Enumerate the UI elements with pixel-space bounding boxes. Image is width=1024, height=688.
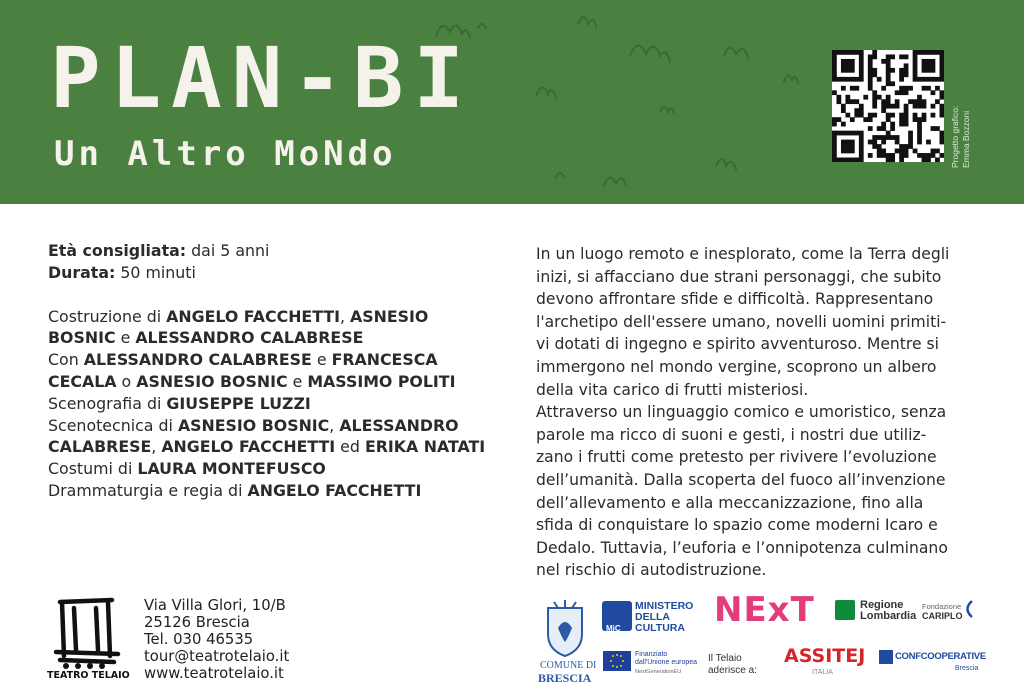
credit-role: Scenografia di [48, 393, 167, 413]
confcoop-sub: Brescia [955, 665, 979, 672]
description-line: devono affrontare sfide e difficoltà. Rappresentano [536, 290, 934, 309]
description-line: immergono nel mondo vergine, scoprono un albero [536, 357, 937, 376]
credit-name: FRANCESCA [331, 350, 438, 370]
description-line: l'archetipo dell'essere umano, novelli uomini primiti- [536, 312, 947, 331]
brescia-crest-icon [540, 598, 590, 660]
qr-code-icon[interactable] [832, 50, 944, 162]
description-line: inizi, si affacciano due strani personaggi, che subito [536, 267, 942, 286]
credit-name: MASSIMO POLITI [307, 371, 456, 391]
show-subtitle: Un Altro MoNdo [54, 134, 397, 174]
credit-role: , [329, 415, 340, 435]
credit-name: ASNESIO BOSNIC [177, 415, 330, 435]
credit-name: Emma Bozzoni [961, 110, 971, 168]
credit-label: Progetto grafico: [950, 105, 960, 168]
eu-line3: NextGenerationEU [635, 669, 682, 675]
description-line: Dedalo. Tuttavia, l’euforia e l’onnipotenza culminano [536, 538, 948, 557]
credit-role: , [151, 437, 162, 457]
duration-line [48, 262, 488, 284]
address-city: 25126 Brescia [144, 614, 250, 631]
comune-line2: BRESCIA [538, 671, 592, 685]
credit-role: Drammaturgia e regia di [48, 480, 248, 500]
description-line: vi dotati di ingegno e spirito avventuroso. Mentre si [536, 335, 939, 354]
credit-line [48, 458, 488, 480]
credit-name: ALESSANDRO [339, 415, 459, 435]
credit-line [48, 393, 488, 415]
ministero-line1: MINISTERO [635, 600, 694, 612]
confcoop-logo-icon [879, 650, 893, 664]
eu-stars-icon [603, 651, 631, 671]
credit-role: Costumi di [48, 459, 138, 479]
confcoop-name: CONFCOOPERATIVE [895, 651, 986, 662]
regione-line1: Regione [860, 599, 904, 611]
cariplo-logo-icon [960, 598, 976, 620]
credit-name: ANGELO FACCHETTI [166, 306, 340, 326]
description-line: dell’allevamento e alla meccanizzazione, fino alla [536, 493, 924, 512]
description-line: Attraverso un linguaggio comico e umoristico, senza [536, 403, 947, 422]
telaio-adheres-line2: aderisce a: [708, 665, 757, 676]
credit-role: e [287, 371, 308, 391]
graphic-credit [950, 38, 972, 168]
next-logo: NExT [714, 590, 815, 630]
credit-line [48, 436, 488, 458]
regione-logo-icon [835, 600, 855, 620]
ministero-line2: DELLA [635, 611, 670, 623]
credit-role: Con [48, 350, 84, 370]
description-line: sfida di conquistare lo spazio come moderni Icaro e [536, 516, 938, 535]
description-line: zano i frutti come pretesto per rivivere l’evoluzione [536, 448, 937, 467]
credit-name: LAURA MONTEFUSCO [137, 459, 326, 479]
cast-credits [48, 306, 488, 502]
credit-role: o [116, 371, 137, 391]
credit-line [48, 371, 488, 393]
credit-role: Scenotecnica di [48, 415, 178, 435]
contact-info [144, 597, 289, 682]
duration-label: Durata: [48, 262, 116, 282]
show-description [536, 243, 976, 582]
credit-line [48, 480, 488, 502]
credit-line [48, 306, 488, 328]
assitej-sub: ITALIA [812, 669, 833, 676]
show-details [48, 240, 488, 502]
age-line [48, 240, 488, 262]
email-link[interactable]: tour@teatrotelaio.it [144, 648, 290, 665]
credit-name: ASNESIO [350, 306, 429, 326]
credit-name: ANGELO FACCHETTI [247, 480, 422, 500]
credit-line [48, 349, 488, 371]
credit-name: ALESSANDRO CALABRESE [83, 350, 312, 370]
header-banner [0, 0, 1024, 204]
eu-line1: Finanziato [635, 651, 668, 658]
credit-role: ed [335, 437, 365, 457]
description-line: della vita carico di frutti misteriosi. [536, 380, 809, 399]
duration-value: 50 minuti [115, 262, 196, 282]
credit-role: e [115, 328, 136, 348]
ministero-line3: CULTURA [635, 622, 685, 634]
eu-line2: dall'Unione europea [635, 659, 698, 666]
teatro-telaio-name: TEATRO TELAIO [47, 670, 130, 681]
address-street: Via Villa Glori, 10/B [144, 597, 286, 614]
mic-label: MiC [606, 624, 621, 633]
show-title: PLAN-BI [50, 29, 475, 127]
credit-line [48, 327, 488, 349]
credit-name: ANGELO FACCHETTI [161, 437, 336, 457]
description-line: nel rischio di autodistruzione. [536, 561, 767, 580]
telaio-adheres-line1: Il Telaio [708, 653, 742, 664]
credit-name: CALABRESE [48, 437, 152, 457]
description-line: dell’umanità. Dalla scoperta del fuoco all’invenzione [536, 470, 946, 489]
credit-name: ALESSANDRO CALABRESE [135, 328, 364, 348]
website-link[interactable]: www.teatrotelaio.it [144, 665, 284, 682]
credit-name: ERIKA NATATI [364, 437, 486, 457]
credit-name: GIUSEPPE LUZZI [166, 393, 311, 413]
cariplo-line1: Fondazione [922, 602, 962, 611]
comune-line1: COMUNE DI [540, 660, 597, 671]
description-line: In un luogo remoto e inesplorato, come la Terra degli [536, 245, 950, 263]
credit-role: e [311, 350, 332, 370]
phone-number[interactable]: Tel. 030 46535 [144, 631, 254, 648]
regione-line2: Lombardia [860, 610, 917, 622]
assitej-logo: ASSITEJ [784, 645, 866, 667]
credit-name: BOSNIC [48, 328, 116, 348]
credit-name: ASNESIO BOSNIC [136, 371, 288, 391]
age-value: dai 5 anni [186, 241, 270, 260]
credit-line [48, 415, 488, 437]
credit-role: , [340, 306, 351, 326]
age-label: Età consigliata: [48, 241, 187, 260]
cariplo-line2: CARIPLO [922, 611, 963, 621]
credit-role: Costruzione di [48, 306, 167, 326]
description-line: parole ma ricco di suoni e gesti, i nostri due utiliz- [536, 425, 927, 444]
credit-name: CECALA [48, 371, 117, 391]
